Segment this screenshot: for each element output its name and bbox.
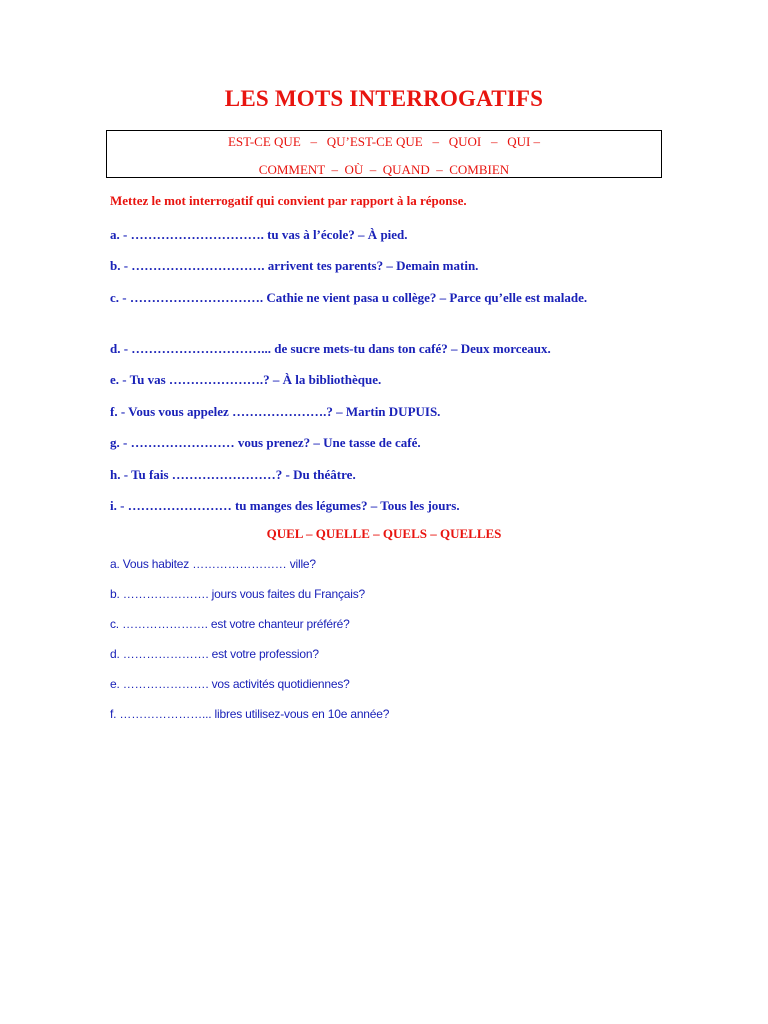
exercise1-item-a: a. - …………………………. tu vas à l’école? – À pied. [110, 227, 408, 242]
section2-title [0, 526, 768, 542]
question-words-line-1: EST-CE QUE – QU’EST-CE QUE – QUOI – QUI – [227, 134, 541, 149]
exercise1-item-g: g. - …………………… vous prenez? – Une tasse de café. [110, 435, 421, 450]
exercise1-item-h: h. - Tu fais ……………………? - Du théâtre. [110, 467, 356, 482]
exercise2-item-c: c. …………………. est votre chanteur préféré? [110, 617, 350, 631]
page-title: LES MOTS INTERROGATIFS [224, 86, 544, 111]
question-words-box [106, 130, 662, 178]
exercise1-item-b: b. - …………………………. arrivent tes parents? – Demain matin. [110, 258, 479, 273]
exercise2-item-d: d. …………………. est votre profession? [110, 647, 319, 661]
exercise2-item-a: a. Vous habitez …………………… ville? [110, 557, 316, 571]
exercise1-item-e: e. - Tu vas ………………….? – À la bibliothèque. [110, 372, 382, 387]
exercise-instruction: Mettez le mot interrogatif qui convient par rapport à la réponse. [110, 193, 467, 208]
section2-title-text: QUEL – QUELLE – QUELS – QUELLES [266, 526, 502, 541]
exercise1-item-c: c. - …………………………. Cathie ne vient pasa u collège? – Parce qu’elle est malade. [110, 290, 588, 305]
exercise2-item-e: e. …………………. vos activités quotidiennes? [110, 677, 350, 691]
exercise1-item-i: i. - …………………… tu manges des légumes? – Tous les jours. [110, 498, 460, 513]
exercise2-item-f: f. …………………... libres utilisez-vous en 10e année? [110, 707, 390, 721]
exercise1-item-d: d. - …………………………... de sucre mets-tu dans ton café? – Deux morceaux. [110, 341, 551, 356]
exercise1-item-f: f. - Vous vous appelez ………………….? – Martin DUPUIS. [110, 404, 441, 419]
question-words-line-2: COMMENT – OÙ – QUAND – COMBIEN [258, 162, 510, 177]
exercise2-item-b: b. …………………. jours vous faites du Français? [110, 587, 366, 601]
